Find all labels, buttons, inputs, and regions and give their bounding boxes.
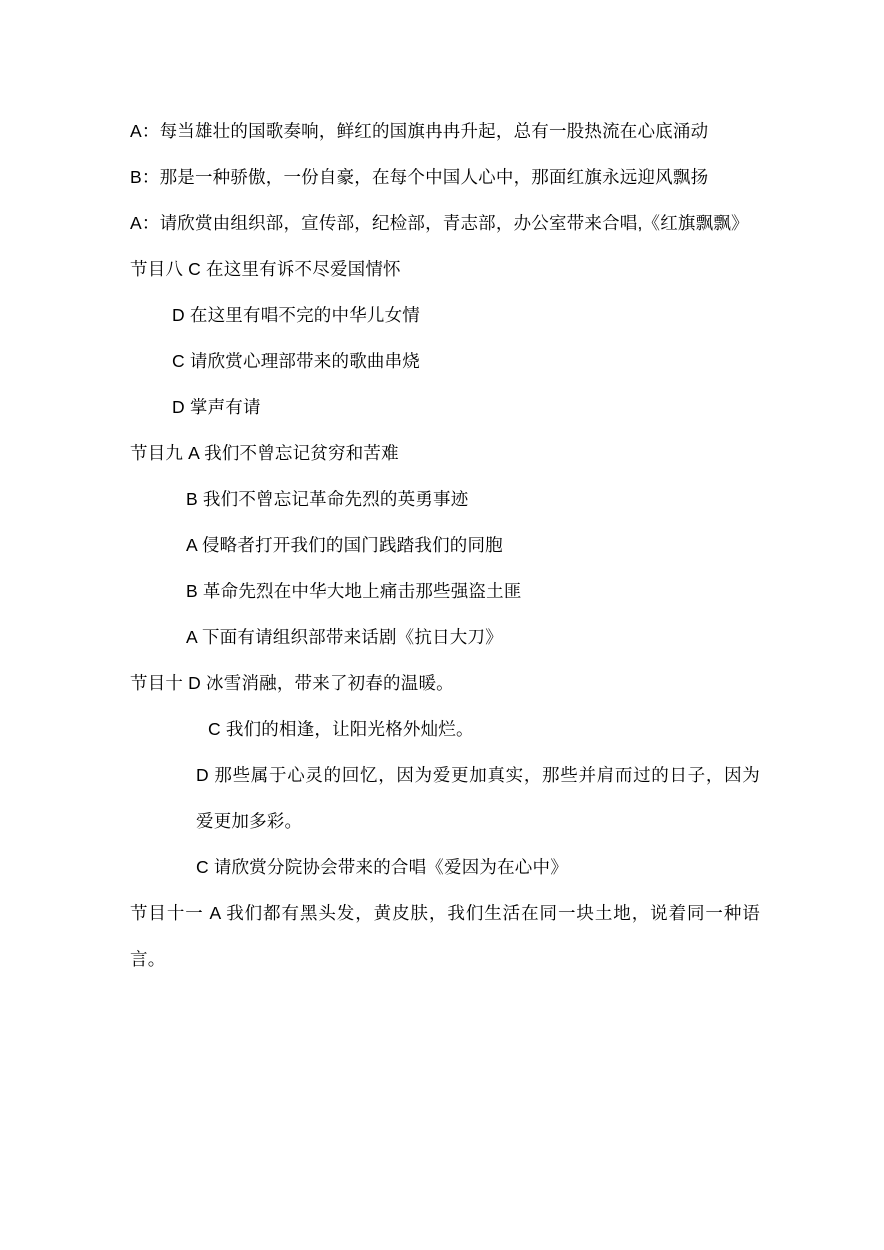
paragraph: A：请欣赏由组织部，宣传部，纪检部，青志部，办公室带来合唱,《红旗飘飘》 <box>130 213 749 233</box>
paragraph: A 侵略者打开我们的国门践踏我们的同胞 <box>186 535 503 555</box>
paragraph: 节目十一 A 我们都有黑头发，黄皮肤，我们生活在同一块土地，说着同一种语言。 <box>130 903 760 969</box>
paragraph: B：那是一种骄傲，一份自豪，在每个中国人心中，那面红旗永远迎风飘扬 <box>130 167 709 187</box>
paragraph: D 那些属于心灵的回忆，因为爱更加真实，那些并肩而过的日子，因为爱更加多彩。 <box>196 765 760 831</box>
paragraph: 节目八 C 在这里有诉不尽爱国情怀 <box>130 259 401 279</box>
paragraph: A 下面有请组织部带来话剧《抗日大刀》 <box>186 627 503 647</box>
paragraph: 节目九 A 我们不曾忘记贫穷和苦难 <box>130 443 399 463</box>
paragraph: C 请欣赏心理部带来的歌曲串烧 <box>172 351 420 371</box>
paragraph: D 掌声有请 <box>172 397 261 417</box>
paragraph: C 请欣赏分院协会带来的合唱《爱因为在心中》 <box>196 857 568 877</box>
paragraph: B 革命先烈在中华大地上痛击那些强盗土匪 <box>186 581 522 601</box>
paragraph: 节目十 D 冰雪消融，带来了初春的温暖。 <box>130 673 454 693</box>
paragraph: A：每当雄壮的国歌奏响，鲜红的国旗冉冉升起，总有一股热流在心底涌动 <box>130 121 709 141</box>
document-body <box>130 108 760 982</box>
paragraph: C 我们的相逢，让阳光格外灿烂。 <box>208 719 474 739</box>
paragraph: D 在这里有唱不完的中华儿女情 <box>172 305 420 325</box>
paragraph: B 我们不曾忘记革命先烈的英勇事迹 <box>186 489 469 509</box>
